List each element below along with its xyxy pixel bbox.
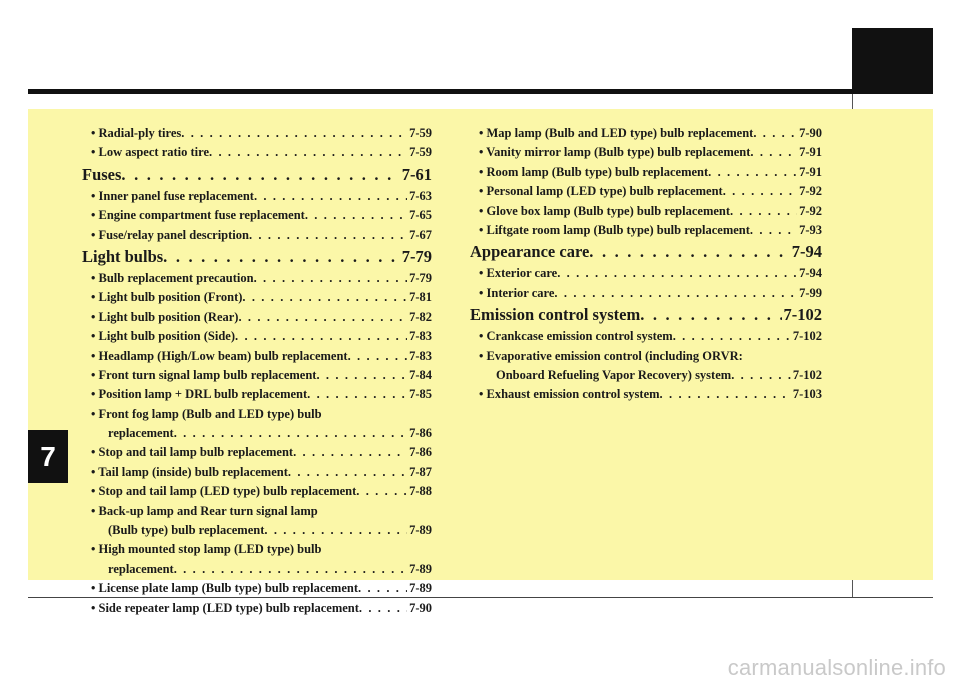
- page-number: 7-79: [401, 246, 432, 266]
- page-number: 7-90: [799, 126, 822, 140]
- dot-leader: [174, 560, 407, 579]
- toc-entry[interactable]: [82, 599, 432, 618]
- dot-leader: [660, 385, 791, 404]
- toc-entry[interactable]: [82, 385, 432, 404]
- toc-left-column: [82, 124, 432, 618]
- toc-entry[interactable]: [82, 443, 432, 462]
- entry-label: replacement: [108, 426, 174, 441]
- toc-entry[interactable]: [470, 347, 822, 386]
- dot-leader: [316, 366, 407, 385]
- dot-leader: [242, 288, 407, 307]
- dot-leader: [288, 463, 407, 482]
- page-number: 7-99: [799, 285, 822, 300]
- dot-leader: [673, 327, 791, 346]
- page-number: 7-79: [409, 270, 432, 285]
- dot-leader: [358, 579, 407, 598]
- page-number: 7-92: [799, 184, 822, 199]
- page-number: 7-89: [409, 523, 432, 538]
- toc-section-heading[interactable]: [82, 163, 432, 187]
- page-number: 7-86: [409, 426, 432, 441]
- page-number: 7-103: [792, 387, 822, 402]
- entry-label: • Low aspect ratio tire: [91, 145, 210, 160]
- page-number: 7-87: [409, 464, 432, 479]
- chapter-header-block: [852, 28, 933, 94]
- entry-label: • Light bulb position (Side): [91, 329, 236, 344]
- entry-label: • Personal lamp (LED type) bulb replacement: [479, 184, 723, 199]
- entry-label: • Exhaust emission control system: [479, 387, 660, 402]
- watermark: carmanualsonline.info: [727, 655, 946, 680]
- toc-entry[interactable]: [470, 143, 822, 162]
- entry-label: • License plate lamp (Bulb type) bulb replacement: [91, 581, 358, 596]
- dot-leader: [348, 347, 407, 366]
- toc-entry[interactable]: [82, 502, 432, 541]
- page-number: 7-93: [799, 222, 822, 237]
- dot-leader: [554, 284, 797, 303]
- dot-leader: [750, 143, 797, 162]
- page-number: 7-94: [799, 266, 822, 281]
- toc-section-heading[interactable]: [470, 240, 822, 264]
- dot-leader: [293, 443, 407, 462]
- toc-entry[interactable]: [82, 327, 432, 346]
- toc-entry[interactable]: [470, 327, 822, 346]
- dot-leader: [750, 221, 797, 240]
- toc-entry[interactable]: [470, 124, 822, 143]
- entry-label: (Bulb type) bulb replacement: [108, 523, 265, 538]
- toc-entry[interactable]: [82, 366, 432, 385]
- entry-label: • Vanity mirror lamp (Bulb type) bulb replacement: [479, 145, 751, 160]
- toc-entry[interactable]: [82, 463, 432, 482]
- toc-section-heading[interactable]: [470, 303, 822, 327]
- toc-entry[interactable]: [470, 202, 822, 221]
- entry-label: • Stop and tail lamp (LED type) bulb replacement: [91, 484, 357, 499]
- entry-label-line1: • Evaporative emission control (including ORVR:: [479, 348, 743, 363]
- page-number: 7-59: [409, 145, 432, 160]
- toc-right-column: [470, 124, 822, 405]
- dot-leader: [557, 264, 797, 283]
- toc-entry[interactable]: [82, 206, 432, 225]
- heading-label: Appearance care: [470, 242, 590, 262]
- page-number: 7-83: [409, 329, 432, 344]
- dot-leader: [708, 163, 797, 182]
- dot-leader: [249, 226, 407, 245]
- toc-entry[interactable]: [82, 187, 432, 206]
- dot-leader: [209, 143, 407, 162]
- entry-label: • Tail lamp (inside) bulb replacement: [91, 464, 288, 479]
- entry-label-line1: • Back-up lamp and Rear turn signal lamp: [91, 503, 318, 518]
- page-number: 7-81: [409, 290, 432, 305]
- page-number: 7-102: [792, 367, 822, 382]
- entry-label: replacement: [108, 561, 174, 576]
- entry-label: • Crankcase emission control system: [479, 329, 673, 344]
- page-number: 7-65: [409, 208, 432, 223]
- toc-section-heading[interactable]: [82, 245, 432, 269]
- entry-label: • Interior care: [479, 285, 555, 300]
- dot-leader: [238, 308, 407, 327]
- entry-label: • Front turn signal lamp bulb replacement: [91, 367, 317, 382]
- entry-label: • Stop and tail lamp bulb replacement: [91, 445, 294, 460]
- dot-leader: [731, 366, 791, 385]
- entry-label: • Position lamp + DRL bulb replacement: [91, 387, 308, 402]
- entry-label: • Fuse/relay panel description: [91, 227, 249, 242]
- toc-entry[interactable]: [82, 226, 432, 245]
- dot-leader: [181, 124, 407, 143]
- page-number: 7-67: [409, 227, 432, 242]
- dot-leader: [305, 206, 407, 225]
- page-number: 7-91: [799, 164, 822, 179]
- toc-entry[interactable]: [470, 221, 822, 240]
- page-number: 7-102: [792, 329, 822, 344]
- dot-leader: [254, 187, 407, 206]
- entry-label: • Side repeater lamp (LED type) bulb replacement: [91, 600, 359, 615]
- heading-label: Emission control system: [470, 305, 641, 325]
- toc-entry[interactable]: [470, 385, 822, 404]
- toc-entry[interactable]: [470, 284, 822, 303]
- page-number: 7-89: [409, 561, 432, 576]
- page-number: 7-85: [409, 387, 432, 402]
- entry-label: Onboard Refueling Vapor Recovery) system: [496, 367, 732, 382]
- heading-label: Fuses: [82, 164, 122, 184]
- toc-entry[interactable]: [470, 163, 822, 182]
- toc-entry[interactable]: [470, 264, 822, 283]
- page-number: 7-102: [783, 305, 822, 325]
- dot-leader: [753, 124, 797, 143]
- entry-label-line1: • Front fog lamp (Bulb and LED type) bulb: [91, 406, 322, 421]
- dot-leader: [307, 385, 407, 404]
- dot-leader: [163, 245, 400, 269]
- entry-label-line1: • High mounted stop lamp (LED type) bulb: [91, 542, 322, 557]
- toc-entry[interactable]: [82, 540, 432, 579]
- page-number: 7-83: [409, 348, 432, 363]
- dot-leader: [264, 521, 407, 540]
- toc-entry[interactable]: [82, 347, 432, 366]
- page-number: 7-94: [791, 242, 822, 262]
- dot-leader: [254, 269, 407, 288]
- toc-entry[interactable]: [82, 269, 432, 288]
- page-number: 7-89: [409, 581, 432, 596]
- page-number: 7-59: [409, 126, 432, 140]
- toc-entry[interactable]: [82, 143, 432, 162]
- entry-label: • Light bulb position (Front): [91, 290, 243, 305]
- dot-leader: [640, 303, 781, 327]
- page-number: 7-61: [401, 164, 432, 184]
- dot-leader: [121, 163, 399, 187]
- dot-leader: [356, 482, 407, 501]
- entry-label: • Light bulb position (Rear): [91, 309, 239, 324]
- toc-entry[interactable]: [82, 482, 432, 501]
- page-number: 7-91: [799, 145, 822, 160]
- toc-entry[interactable]: [82, 405, 432, 444]
- dot-leader: [235, 327, 407, 346]
- top-rule: [28, 89, 933, 94]
- page-number: 7-86: [409, 445, 432, 460]
- entry-label: • Glove box lamp (Bulb type) bulb replacement: [479, 203, 731, 218]
- entry-label: • Engine compartment fuse replacement: [91, 208, 305, 223]
- page-number: 7-88: [409, 484, 432, 499]
- entry-label: • Headlamp (High/Low beam) bulb replacement: [91, 348, 348, 363]
- entry-label: • Room lamp (Bulb type) bulb replacement: [479, 164, 709, 179]
- dot-leader: [174, 424, 407, 443]
- toc-entry[interactable]: [470, 182, 822, 201]
- dot-leader: [723, 182, 797, 201]
- entry-label: • Map lamp (Bulb and LED type) bulb replacement: [479, 126, 754, 140]
- page-number: 7-92: [799, 203, 822, 218]
- page-number: 7-90: [409, 600, 432, 615]
- chapter-tab[interactable]: 7: [28, 430, 68, 483]
- toc-entry[interactable]: [82, 308, 432, 327]
- page-number: 7-84: [409, 367, 432, 382]
- entry-label: • Liftgate room lamp (Bulb type) bulb replacement: [479, 222, 750, 237]
- dot-leader: [359, 599, 407, 618]
- toc-entry[interactable]: [82, 124, 432, 143]
- page-number: 7-63: [409, 188, 432, 203]
- dot-leader: [589, 240, 789, 264]
- entry-label: • Exterior care: [479, 266, 558, 281]
- heading-label: Light bulbs: [82, 246, 164, 266]
- entry-label: • Bulb replacement precaution: [91, 270, 254, 285]
- toc-entry[interactable]: [82, 288, 432, 307]
- dot-leader: [730, 202, 797, 221]
- page-number: 7-82: [409, 309, 432, 324]
- entry-label: • Inner panel fuse replacement: [91, 188, 254, 203]
- entry-label: • Radial-ply tires: [91, 126, 182, 140]
- toc-entry[interactable]: [82, 579, 432, 598]
